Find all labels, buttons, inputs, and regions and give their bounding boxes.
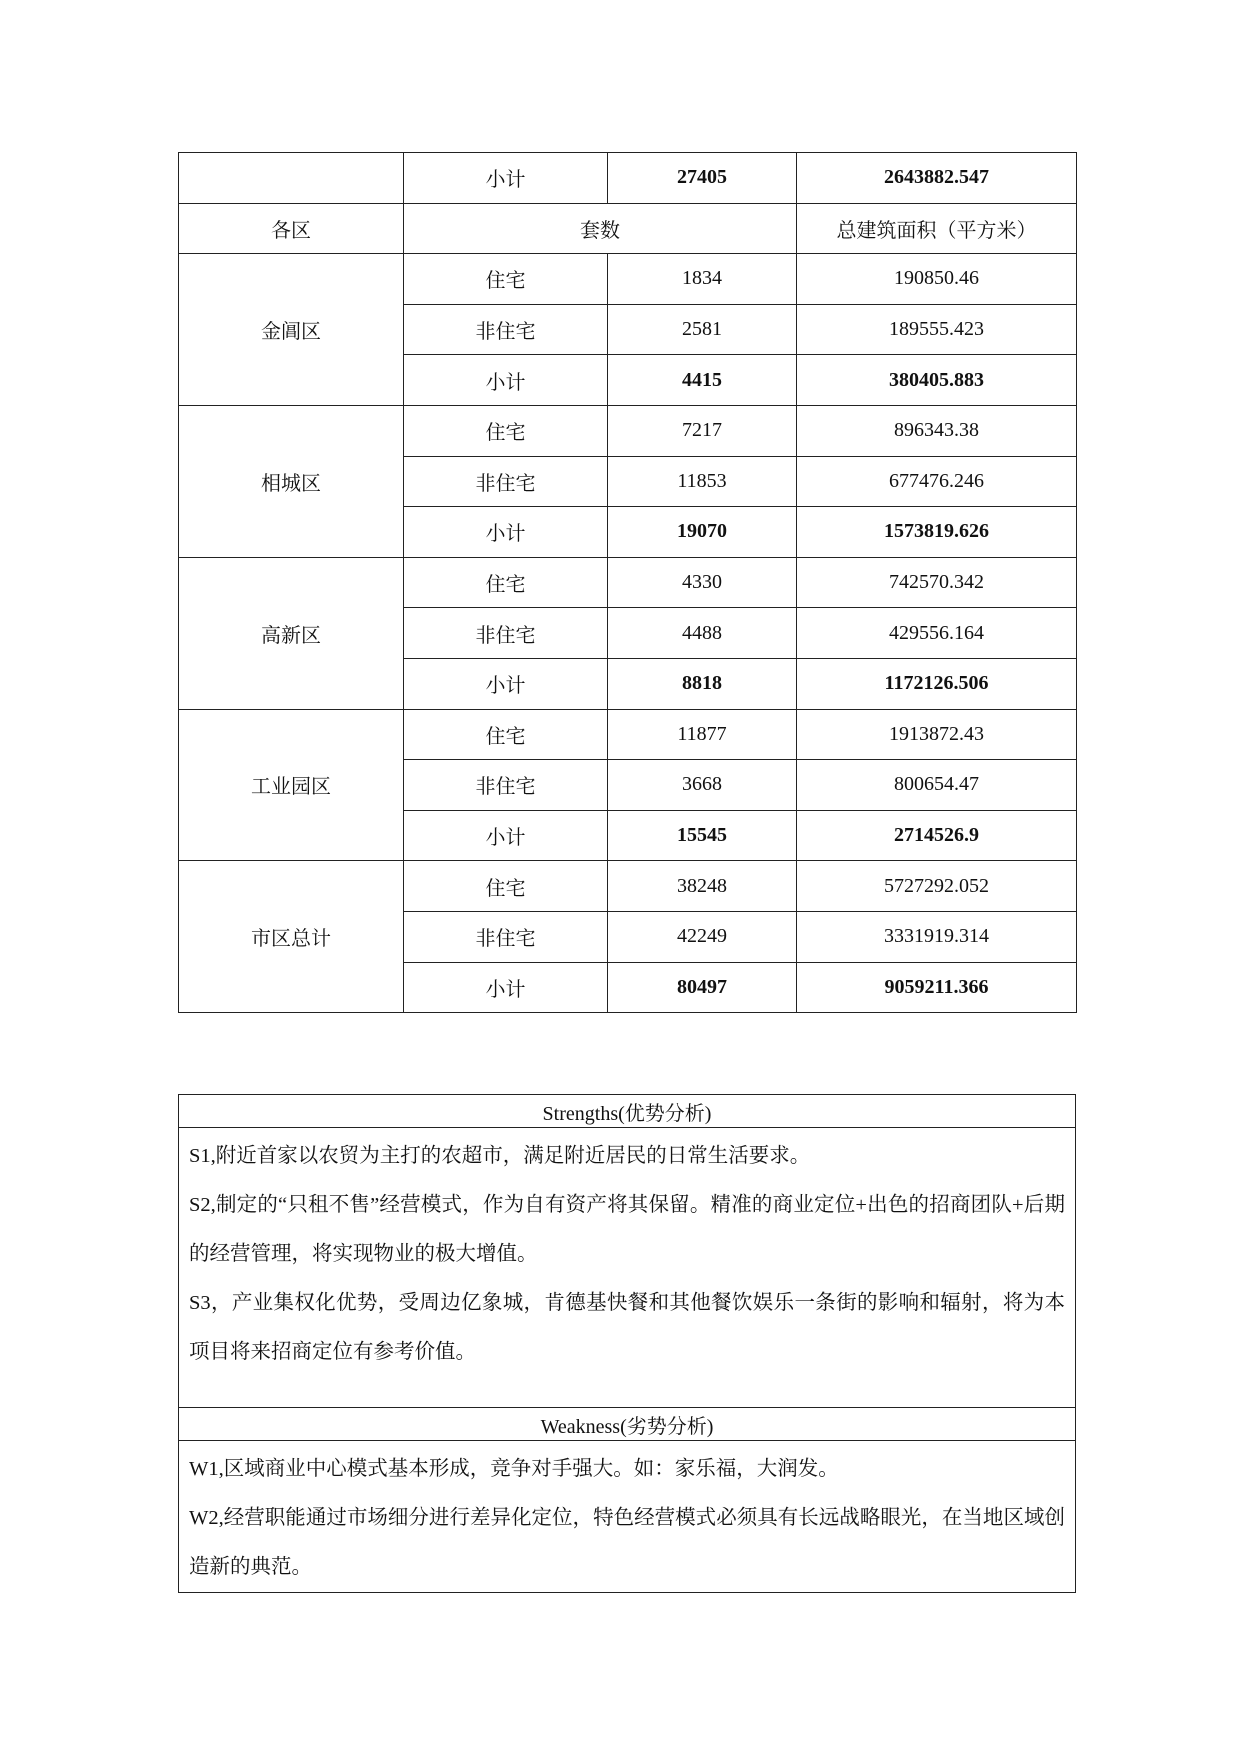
area-cell: 1913872.43 [797,709,1077,760]
table-header-row [179,203,1077,254]
area-cell: 2714526.9 [797,810,1077,861]
area-cell: 9059211.366 [797,962,1077,1013]
count-cell: 2581 [608,304,797,355]
row-type-cell: 小计 [404,507,608,558]
weakness-header-row [179,1408,1076,1441]
strength-item: S3，产业集权化优势，受周边亿象城，肯德基快餐和其他餐饮娱乐一条街的影响和辐射，将为本项目将来招商定位有参考价值。 [189,1292,1065,1363]
count-cell: 11853 [608,456,797,507]
district-name-cell: 市区总计 [179,861,404,1013]
strengths-content [179,1128,1076,1408]
area-cell: 1172126.506 [797,658,1077,709]
row-type-cell: 小计 [404,658,608,709]
row-type-cell: 住宅 [404,254,608,305]
row-type-cell: 小计 [404,810,608,861]
row-type-cell: 住宅 [404,557,608,608]
strengths-body-row [179,1128,1076,1408]
row-type-cell: 住宅 [404,405,608,456]
weakness-content [179,1441,1076,1593]
table-row [179,861,1077,912]
count-cell: 3668 [608,760,797,811]
count-cell: 4330 [608,557,797,608]
row-type-cell: 非住宅 [404,304,608,355]
row-type-cell: 小计 [404,355,608,406]
table-row [179,153,1077,204]
strength-item: S2,制定的“只租不售”经营模式，作为自有资产将其保留。精准的商业定位+出色的招商团队+后期的经营管理，将实现物业的极大增值。 [189,1194,1065,1265]
area-cell: 429556.164 [797,608,1077,659]
area-cell: 2643882.547 [797,153,1077,204]
weakness-item: W2,经营职能通过市场细分进行差异化定位，特色经营模式必须具有长远战略眼光，在当地区域创造新的典范。 [189,1507,1065,1578]
row-type-cell: 非住宅 [404,911,608,962]
strengths-title: Strengths(优势分析) [179,1095,1076,1128]
row-type-cell: 小计 [404,962,608,1013]
table-row [179,405,1077,456]
district-name-cell: 工业园区 [179,709,404,861]
weakness-item: W1,区域商业中心模式基本形成，竞争对手强大。如：家乐福，大润发。 [189,1458,839,1480]
count-cell: 11877 [608,709,797,760]
district-name-cell: 高新区 [179,557,404,709]
row-type-cell: 非住宅 [404,760,608,811]
count-cell: 4488 [608,608,797,659]
count-cell: 38248 [608,861,797,912]
count-cell: 42249 [608,911,797,962]
area-cell: 800654.47 [797,760,1077,811]
count-cell: 19070 [608,507,797,558]
area-cell: 3331919.314 [797,911,1077,962]
count-cell: 4415 [608,355,797,406]
row-type-cell: 小计 [404,153,608,204]
count-cell: 1834 [608,254,797,305]
row-type-cell: 非住宅 [404,608,608,659]
area-cell: 190850.46 [797,254,1077,305]
weakness-title: Weakness(劣势分析) [179,1408,1076,1441]
district-name-cell: 相城区 [179,405,404,557]
table-row [179,709,1077,760]
area-cell: 5727292.052 [797,861,1077,912]
row-type-cell: 住宅 [404,861,608,912]
area-cell: 677476.246 [797,456,1077,507]
row-type-cell: 住宅 [404,709,608,760]
weakness-body-row [179,1441,1076,1593]
area-cell: 742570.342 [797,557,1077,608]
strength-item: S1,附近首家以农贸为主打的农超市，满足附近居民的日常生活要求。 [189,1145,811,1167]
area-cell: 896343.38 [797,405,1077,456]
header-count: 套数 [404,203,797,254]
row-type-cell: 非住宅 [404,456,608,507]
count-cell: 80497 [608,962,797,1013]
area-cell: 380405.883 [797,355,1077,406]
strengths-header-row [179,1095,1076,1128]
header-district: 各区 [179,203,404,254]
header-area: 总建筑面积（平方米） [797,203,1077,254]
district-name-cell: 金阊区 [179,254,404,406]
count-cell: 8818 [608,658,797,709]
count-cell: 7217 [608,405,797,456]
table-row [179,254,1077,305]
area-cell: 1573819.626 [797,507,1077,558]
housing-stats-table [178,152,1077,1013]
table-row [179,557,1077,608]
count-cell: 27405 [608,153,797,204]
swot-table [178,1094,1076,1593]
empty-cell [179,153,404,204]
count-cell: 15545 [608,810,797,861]
area-cell: 189555.423 [797,304,1077,355]
